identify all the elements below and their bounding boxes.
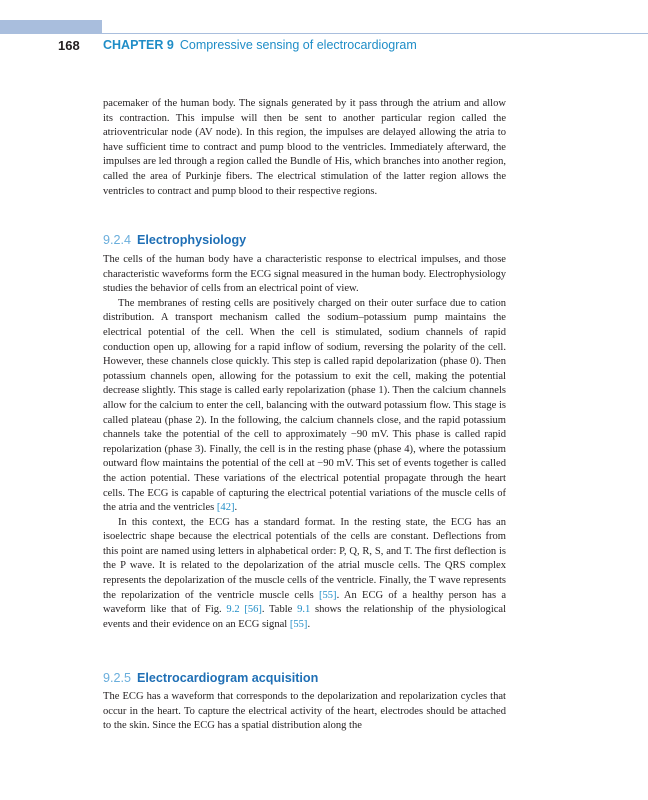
section-heading-ecg-acquisition [103, 671, 506, 686]
section-title: Electrophysiology [137, 233, 247, 247]
page-number: 168 [58, 38, 80, 53]
section-number: 9.2.4 [103, 233, 132, 247]
figure-reference-link[interactable]: 9.2 [226, 604, 240, 616]
section-heading-electrophysiology [103, 233, 506, 248]
section-title: Electrocardiogram acquisition [137, 671, 319, 685]
ecg-acquisition-body [103, 690, 506, 734]
citation-link[interactable]: [42] [216, 502, 235, 514]
paragraph-ecg-format-text-d: shows the relationship of the physiological events and their evidence on an ECG signal [103, 604, 507, 630]
chapter-title: Compressive sensing of electrocardiogram [179, 38, 417, 52]
paragraph-ecg-format-text-c: . Table [261, 604, 293, 616]
citation-link[interactable]: [55] [319, 589, 337, 601]
paragraph-ecg-format: In this context, the ECG has a standard format. In the resting state, the ECG has an isoelectric shape because the electrical potentials of the cells are constant. Deflections from this point are named using letters in alphabetical order: P, Q, R, S, and T. The first deflection is the P wave. It is related to the depolarization of the atrial muscle cells. The QRS complex represents the depolarization of the muscle cells of the ventricle. Finally, the T wave represents the repolarization of the ventricle muscle cells [55]. An ECG of a healthy person has a waveform like that of Fig. 9.2 [56]. Table 9.1 shows the relationship of the physiological events and their evidence on an ECG signal [55]. [103, 516, 507, 630]
chapter-label: CHAPTER 9 [103, 38, 174, 52]
section-ecg-acquisition [103, 671, 506, 686]
section-number: 9.2.5 [103, 671, 132, 685]
intro-paragraph: pacemaker of the human body. The signals generated by it pass through the atrium and allow its contraction. This impulse will then be sent to another particular region called the atrioventricular node (AV node). In this region, the impulses are delayed allowing the atria to have sufficient time to contract and pump blood to the ventricles. Immediately afterward, the impulses are led through a region called the Bundle of His, which branches into another region, called the area of Purkinje fibers. The electrical stimulation of the latter region allows the ventricles to contract and pump blood to their respective regions. [103, 98, 506, 197]
paragraph-cell-response: The cells of the human body have a characteristic response to electrical impulses, and those characteristic waveforms form the ECG signal measured in the human body. Electrophysiology studies the behavior of cells from an electrical point of view. [103, 254, 506, 295]
section-electrophysiology [103, 233, 506, 248]
paragraph-ecg-acquisition: The ECG has a waveform that corresponds to the depolarization and repolarization cycles that occur in the heart. To capture the electrical activity of the heart, electrodes should be attached to the skin. Since the ECG has a spatial distribution along the [103, 691, 506, 732]
paragraph-action-potential-text: The membranes of resting cells are positively charged on their outer surface due to cation distribution. A transport mechanism called the sodium–potassium pump maintains the electrical potential of the cell. When the cell is stimulated, sodium channels of rapid conduction open up, allowing for a rapid inflow of sodium, reversing the polarity of the cell. However, these channels close quickly. This step is called rapid depolarization (phase 0). Then potassium channels open, allowing for the potassium to exit the cell, making the potential decrease slightly. This stage is called early repolarization (phase 1). Then the calcium channels allow for the calcium to enter the cell, balancing with the outward potassium flow. This stage is called plateau (phase 2). In the following, the calcium channels close, and the rapid potassium channels take the potential of the cell to approximately −90 mV. This phase is called rapid repolarization (phase 3). Finally, the cell is in the resting phase (phase 4), where the potassium outward flow maintains the potential of the cell at −90 mV. This set of events together is called the action potential. These variations of the electrical potential propagate through the heart cells. The ECG is capable of capturing the electrical potential variations of the muscle cells of the atria and the ventricles [103, 297, 506, 514]
paragraph-action-potential: The membranes of resting cells are positively charged on their outer surface due to cation distribution. A transport mechanism called the sodium–potassium pump maintains the electrical potential of the cell. When the cell is stimulated, sodium channels of rapid conduction open up, allowing for a rapid inflow of sodium, reversing the polarity of the cell. However, these channels close quickly. This step is called rapid depolarization (phase 0). Then potassium channels open, allowing for the potassium to exit the cell, making the potential decrease slightly. This stage is called early repolarization (phase 1). Then the calcium channels allow for the calcium to enter the cell, balancing with the outward potassium flow. This stage is called plateau (phase 2). In the following, the calcium channels close, and the rapid potassium channels take the potential of the cell to approximately −90 mV. This phase is called rapid repolarization (phase 3). Finally, the cell is in the resting phase (phase 4), where the potassium outward flow maintains the potential of the cell at −90 mV. This set of events together is called the action potential. These variations of the electrical potential propagate through the heart cells. The ECG is capable of capturing the electrical potential variations of the muscle cells of the atria and the ventricles [42]. [103, 297, 506, 514]
running-head [103, 38, 417, 52]
paragraph-ecg-format-text: In this context, the ECG has a standard format. In the resting state, the ECG has an isoelectric shape because the electrical potentials of the cells are constant. Deflections from this point are named using letters in alphabetical order: P, Q, R, S, and T. The first deflection is the P wave. It is related to the depolarization of the atrial muscle cells. The QRS complex represents the depolarization of the muscle cells of the ventricle. Finally, the T wave represents the repolarization of the ventricle muscle cells [103, 516, 506, 601]
paragraph-ecg-format-text-b: . An ECG of a healthy person has a waveform like that of Fig. [103, 589, 506, 616]
citation-link[interactable]: [55] [289, 618, 308, 630]
citation-link[interactable]: [56] [244, 604, 262, 616]
header-rule [102, 33, 648, 34]
table-reference-link[interactable]: 9.1 [297, 604, 311, 616]
electrophysiology-body [103, 253, 506, 632]
header-accent-bar [0, 20, 102, 34]
intro-block [103, 97, 506, 199]
